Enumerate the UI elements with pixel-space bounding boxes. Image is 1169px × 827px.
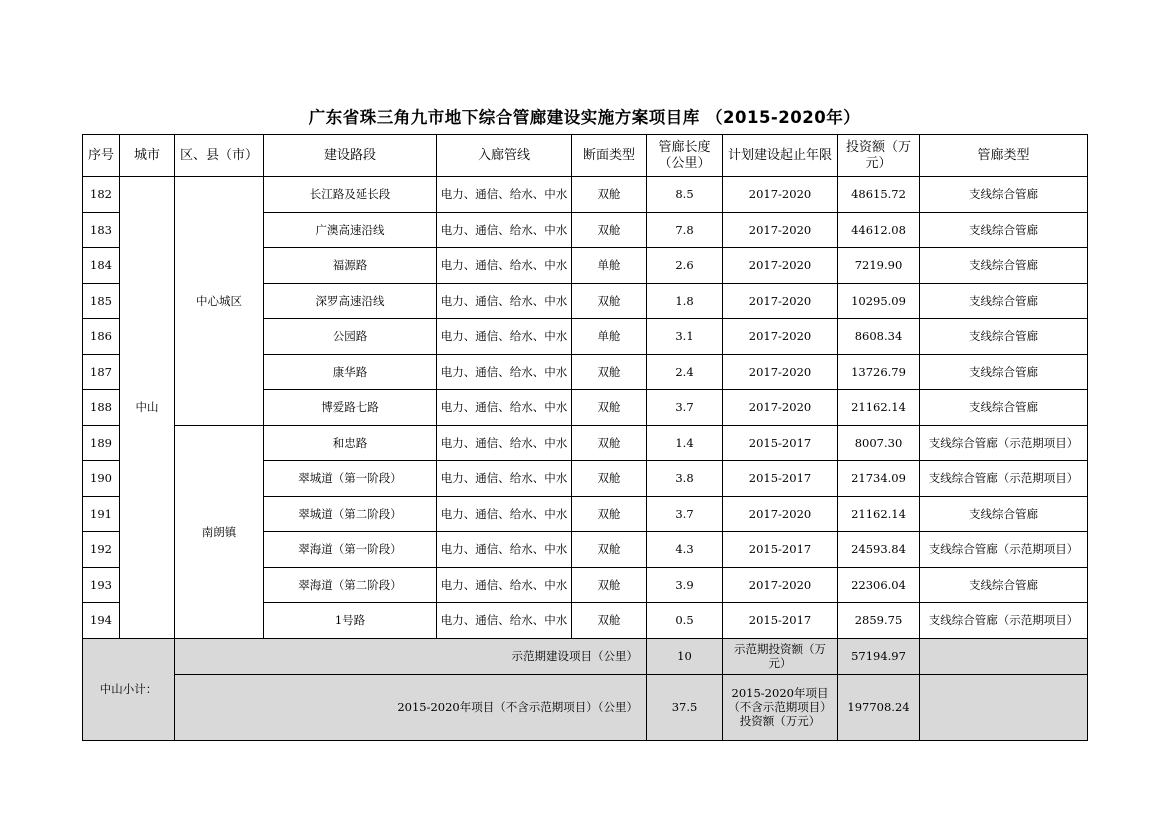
page-title: 广东省珠三角九市地下综合管廊建设实施方案项目库 （2015-2020年） [308, 108, 861, 127]
cell-invest: 21734.09 [838, 461, 920, 497]
header-type: 管廊类型 [920, 135, 1088, 177]
cell-route: 1号路 [264, 603, 437, 639]
cell-pipes: 电力、通信、给水、中水 [437, 603, 572, 639]
header-district: 区、县（市） [175, 135, 264, 177]
cell-seq: 191 [83, 496, 120, 532]
subtotal-demo-length: 10 [647, 638, 723, 674]
cell-type: 支线综合管廊 [920, 212, 1088, 248]
cell-length: 2.4 [647, 354, 723, 390]
header-pipes: 入廊管线 [437, 135, 572, 177]
header-section: 断面类型 [572, 135, 647, 177]
cell-type: 支线综合管廊 [920, 496, 1088, 532]
cell-type: 支线综合管廊（示范期项目） [920, 425, 1088, 461]
cell-pipes: 电力、通信、给水、中水 [437, 461, 572, 497]
cell-route: 广澳高速沿线 [264, 212, 437, 248]
subtotal-full-length: 37.5 [647, 674, 723, 740]
cell-type: 支线综合管廊 [920, 354, 1088, 390]
cell-section: 单舱 [572, 248, 647, 284]
cell-section: 双舱 [572, 425, 647, 461]
cell-seq: 188 [83, 390, 120, 426]
subtotal-demo-empty [920, 638, 1088, 674]
header-length: 管廊长度（公里） [647, 135, 723, 177]
cell-length: 7.8 [647, 212, 723, 248]
cell-seq: 185 [83, 283, 120, 319]
cell-seq: 186 [83, 319, 120, 355]
cell-pipes: 电力、通信、给水、中水 [437, 354, 572, 390]
cell-section: 双舱 [572, 567, 647, 603]
table-row [83, 177, 1088, 213]
cell-section: 双舱 [572, 603, 647, 639]
project-table [82, 134, 1088, 741]
cell-route: 翠城道（第二阶段） [264, 496, 437, 532]
cell-seq: 192 [83, 532, 120, 568]
cell-seq: 187 [83, 354, 120, 390]
cell-pipes: 电力、通信、给水、中水 [437, 532, 572, 568]
cell-years: 2017-2020 [723, 177, 838, 213]
cell-type: 支线综合管廊 [920, 567, 1088, 603]
cell-years: 2017-2020 [723, 248, 838, 284]
cell-years: 2017-2020 [723, 283, 838, 319]
cell-pipes: 电力、通信、给水、中水 [437, 212, 572, 248]
cell-years: 2017-2020 [723, 496, 838, 532]
cell-type: 支线综合管廊（示范期项目） [920, 603, 1088, 639]
cell-route: 翠城道（第一阶段） [264, 461, 437, 497]
cell-type: 支线综合管廊 [920, 177, 1088, 213]
cell-seq: 194 [83, 603, 120, 639]
cell-type: 支线综合管廊 [920, 390, 1088, 426]
cell-seq: 190 [83, 461, 120, 497]
cell-section: 双舱 [572, 390, 647, 426]
cell-type: 支线综合管廊 [920, 283, 1088, 319]
cell-years: 2017-2020 [723, 319, 838, 355]
cell-length: 3.7 [647, 496, 723, 532]
cell-route: 翠海道（第一阶段） [264, 532, 437, 568]
cell-pipes: 电力、通信、给水、中水 [437, 390, 572, 426]
cell-route: 深罗高速沿线 [264, 283, 437, 319]
cell-city: 中山 [120, 177, 175, 639]
cell-pipes: 电力、通信、给水、中水 [437, 496, 572, 532]
subtotal-demo-invest-label: 示范期投资额（万元） [723, 638, 838, 674]
table-row [83, 425, 1088, 461]
cell-section: 双舱 [572, 496, 647, 532]
cell-years: 2017-2020 [723, 567, 838, 603]
cell-invest: 24593.84 [838, 532, 920, 568]
header-years: 计划建设起止年限 [723, 135, 838, 177]
cell-pipes: 电力、通信、给水、中水 [437, 425, 572, 461]
cell-route: 和忠路 [264, 425, 437, 461]
subtotal-full-label: 2015-2020年项目（不含示范期项目）（公里） [175, 674, 647, 740]
cell-years: 2017-2020 [723, 390, 838, 426]
cell-pipes: 电力、通信、给水、中水 [437, 567, 572, 603]
cell-type: 支线综合管廊（示范期项目） [920, 461, 1088, 497]
cell-section: 双舱 [572, 283, 647, 319]
subtotal-full-empty [920, 674, 1088, 740]
cell-type: 支线综合管廊 [920, 319, 1088, 355]
cell-invest: 21162.14 [838, 496, 920, 532]
cell-length: 3.1 [647, 319, 723, 355]
cell-length: 4.3 [647, 532, 723, 568]
cell-seq: 193 [83, 567, 120, 603]
header-seq: 序号 [83, 135, 120, 177]
cell-type: 支线综合管廊（示范期项目） [920, 532, 1088, 568]
cell-invest: 21162.14 [838, 390, 920, 426]
cell-invest: 10295.09 [838, 283, 920, 319]
header-city: 城市 [120, 135, 175, 177]
cell-section: 双舱 [572, 532, 647, 568]
cell-length: 3.9 [647, 567, 723, 603]
cell-pipes: 电力、通信、给水、中水 [437, 177, 572, 213]
cell-length: 1.8 [647, 283, 723, 319]
cell-route: 博爱路七路 [264, 390, 437, 426]
cell-years: 2015-2017 [723, 461, 838, 497]
cell-length: 2.6 [647, 248, 723, 284]
subtotal-full-invest-label: 2015-2020年项目（不含示范期项目）投资额（万元） [723, 674, 838, 740]
cell-seq: 183 [83, 212, 120, 248]
cell-section: 单舱 [572, 319, 647, 355]
cell-invest: 8007.30 [838, 425, 920, 461]
cell-invest: 22306.04 [838, 567, 920, 603]
cell-pipes: 电力、通信、给水、中水 [437, 248, 572, 284]
cell-district: 南朗镇 [175, 425, 264, 638]
cell-route: 福源路 [264, 248, 437, 284]
cell-route: 翠海道（第二阶段） [264, 567, 437, 603]
subtotal-demo-invest: 57194.97 [838, 638, 920, 674]
subtotal-label: 中山小计： [83, 638, 175, 740]
header-invest: 投资额（万元） [838, 135, 920, 177]
header-row [83, 135, 1088, 177]
cell-length: 0.5 [647, 603, 723, 639]
cell-years: 2017-2020 [723, 354, 838, 390]
cell-invest: 2859.75 [838, 603, 920, 639]
cell-years: 2017-2020 [723, 212, 838, 248]
cell-section: 双舱 [572, 461, 647, 497]
cell-length: 3.8 [647, 461, 723, 497]
cell-section: 双舱 [572, 354, 647, 390]
cell-route: 公园路 [264, 319, 437, 355]
cell-pipes: 电力、通信、给水、中水 [437, 319, 572, 355]
cell-years: 2015-2017 [723, 532, 838, 568]
cell-route: 康华路 [264, 354, 437, 390]
cell-length: 8.5 [647, 177, 723, 213]
cell-district: 中心城区 [175, 177, 264, 426]
cell-years: 2015-2017 [723, 425, 838, 461]
cell-pipes: 电力、通信、给水、中水 [437, 283, 572, 319]
cell-invest: 7219.90 [838, 248, 920, 284]
cell-seq: 182 [83, 177, 120, 213]
cell-length: 1.4 [647, 425, 723, 461]
subtotal-full-invest: 197708.24 [838, 674, 920, 740]
subtotal-demo-label: 示范期建设项目（公里） [175, 638, 647, 674]
header-route: 建设路段 [264, 135, 437, 177]
cell-section: 双舱 [572, 177, 647, 213]
cell-seq: 189 [83, 425, 120, 461]
cell-type: 支线综合管廊 [920, 248, 1088, 284]
cell-years: 2015-2017 [723, 603, 838, 639]
cell-invest: 44612.08 [838, 212, 920, 248]
subtotal-row-full [83, 674, 1088, 740]
cell-length: 3.7 [647, 390, 723, 426]
cell-route: 长江路及延长段 [264, 177, 437, 213]
cell-section: 双舱 [572, 212, 647, 248]
cell-invest: 48615.72 [838, 177, 920, 213]
cell-invest: 13726.79 [838, 354, 920, 390]
subtotal-row-demo [83, 638, 1088, 674]
cell-invest: 8608.34 [838, 319, 920, 355]
cell-seq: 184 [83, 248, 120, 284]
